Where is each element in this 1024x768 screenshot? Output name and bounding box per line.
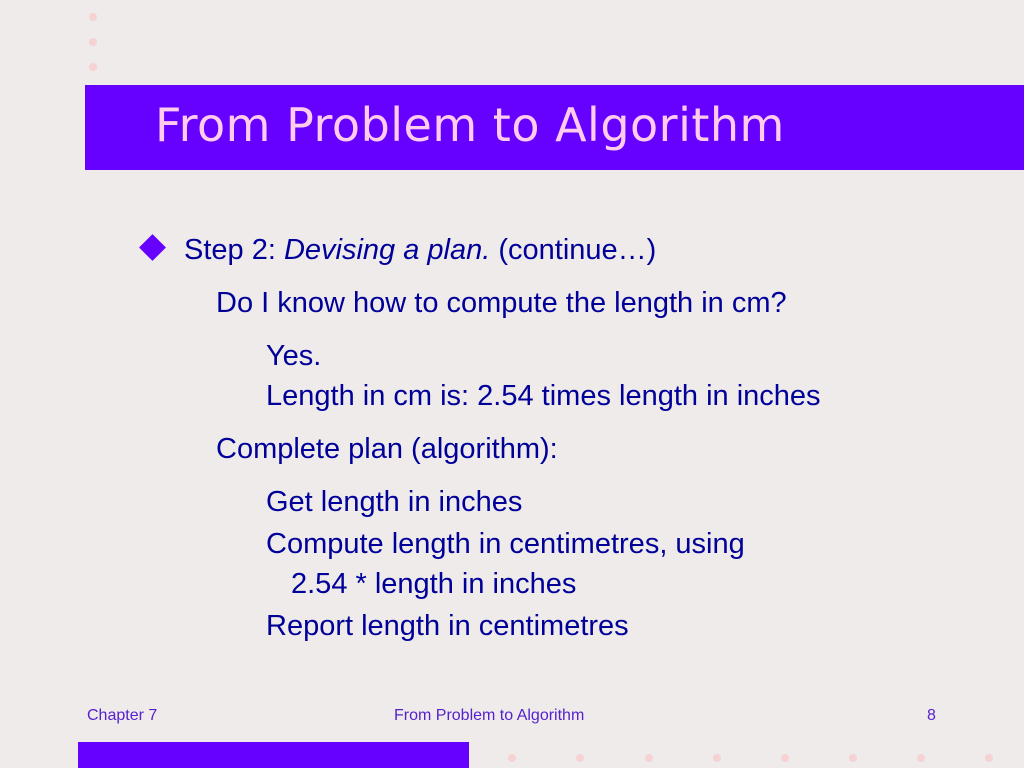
decorative-dot <box>985 754 993 762</box>
body-line: Yes. <box>266 340 322 372</box>
body-line: Report length in centimetres <box>266 610 629 642</box>
footer-page-number: 8 <box>927 707 936 724</box>
diamond-bullet-icon <box>139 234 166 261</box>
body-line: Get length in inches <box>266 486 523 518</box>
decorative-dot <box>645 754 653 762</box>
body-line: Length in cm is: 2.54 times length in inches <box>266 380 821 412</box>
step-heading <box>184 232 656 268</box>
body-line: Compute length in centimetres, using <box>266 528 745 560</box>
footer-chapter: Chapter 7 <box>87 707 158 724</box>
decorative-dot <box>508 754 516 762</box>
step-suffix: (continue…) <box>490 234 657 266</box>
decorative-dot <box>89 13 97 21</box>
decorative-dot <box>713 754 721 762</box>
step-prefix: Step 2: <box>184 234 284 266</box>
decorative-dot <box>576 754 584 762</box>
slide-title: From Problem to Algorithm <box>155 98 785 152</box>
decorative-dot <box>89 63 97 71</box>
footer-bar <box>78 742 469 768</box>
body-line: Complete plan (algorithm): <box>216 433 558 465</box>
decorative-dot <box>781 754 789 762</box>
decorative-dot <box>917 754 925 762</box>
decorative-dot <box>89 38 97 46</box>
body-line: 2.54 * length in inches <box>291 568 577 600</box>
footer-title: From Problem to Algorithm <box>394 707 585 724</box>
decorative-dot <box>849 754 857 762</box>
body-line: Do I know how to compute the length in cm? <box>216 287 787 319</box>
step-emphasis: Devising a plan. <box>283 234 491 266</box>
